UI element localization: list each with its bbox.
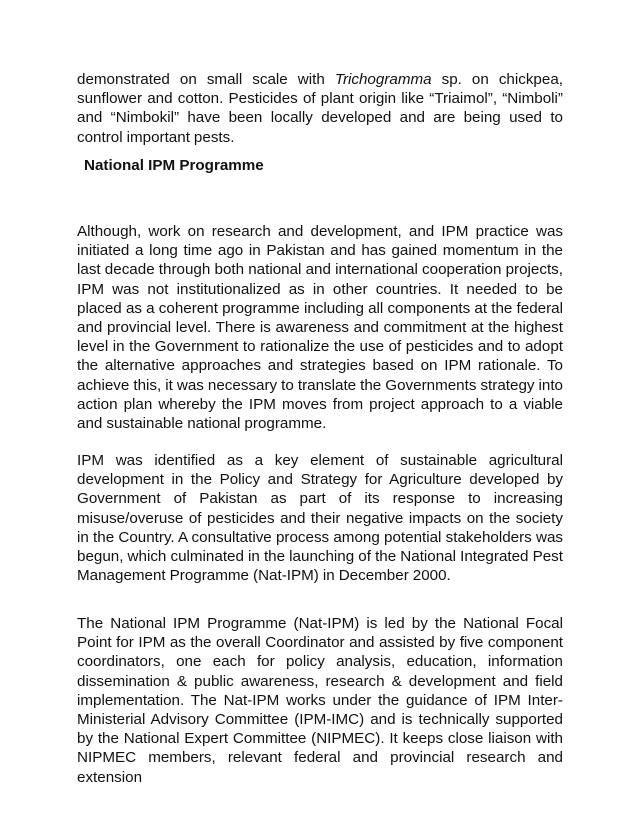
paragraph-text: demonstrated on small scale with (77, 71, 335, 88)
paragraph-nat-ipm: The National IPM Programme (Nat-IPM) is led by the National Focal Point for IPM as the overall Coordinator and assisted by five component coordinators, one each for policy analysis, education, information dissemination & public awareness, research & development and field implementation. The Nat-IPM works under the guidance of IPM Inter-Ministerial Advisory Committee (IPM-IMC) and is technically supported by the National Expert Committee (NIPMEC). It keeps close liaison with NIPMEC members, relevant federal and provincial research and extension (77, 615, 563, 786)
paragraph-ipm-policy: IPM was identified as a key element of sustainable agricultural development in the Policy and Strategy for Agriculture developed by Government of Pakistan as part of its response to increasing misuse/overuse of pesticides and their negative impacts on the society in the Country. A consultative process among potential stakeholders was begun, which culminated in the launching of the National Integrated Pest Management Programme (Nat-IPM) in December 2000. (77, 452, 563, 585)
section-heading: National IPM Programme (84, 157, 264, 174)
paragraph-trichogramma (77, 70, 563, 147)
paragraph-text: sp. on chickpea, sunflower and cotton. Pesticides of plant origin like “Triaimol”, “Nimboli” and “Nimbokil” have been locally developed and are being used to control important pests. (77, 71, 563, 146)
species-name: Trichogramma (334, 71, 432, 88)
paragraph-ipm-history: Although, work on research and development, and IPM practice was initiated a long time ago in Pakistan and has gained momentum in the last decade through both national and international cooperation projects, IPM was not institutionalized as in other countries. It needed to be placed as a coherent programme including all components at the federal and provincial level. There is awareness and commitment at the highest level in the Government to rationalize the use of pesticides and to adopt the alternative approaches and strategies based on IPM rationale. To achieve this, it was necessary to translate the Governments strategy into action plan whereby the IPM moves from project approach to a viable and sustainable national programme. (77, 223, 563, 433)
